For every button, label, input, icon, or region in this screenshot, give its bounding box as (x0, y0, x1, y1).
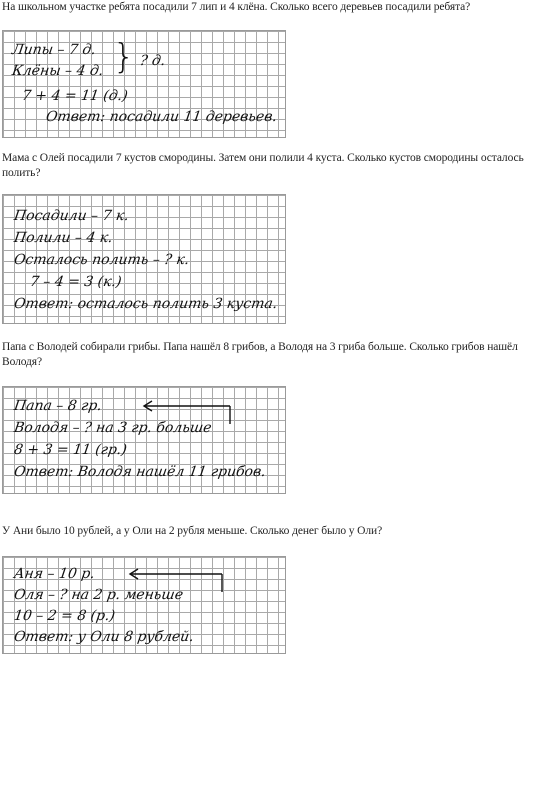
task-3-line-3: 8 + 3 = 11 (гр.) (12, 442, 128, 458)
task-4-line-3: 10 – 2 = 8 (р.) (12, 608, 117, 624)
task-3-line-1: Папа – 8 гр. (12, 398, 103, 414)
task-4-question: У Ани было 10 рублей, а у Оли на 2 рубля меньше. Сколько денег было у Оли? (2, 525, 383, 537)
task-1-brace: } (113, 37, 135, 77)
task-2-line-1: Посадили – 7 к. (12, 208, 130, 224)
task-1-question: На школьном участке ребята посадили 7 лип и 4 клёна. Сколько всего деревьев посадили ребята? (2, 1, 471, 13)
task-2-answer: Ответ: осталось полить 3 куста. (12, 296, 279, 312)
task-4-line-2: Оля – ? на 2 р. меньше (12, 587, 185, 603)
task-3-answer: Ответ: Володя нашёл 11 грибов. (12, 464, 267, 480)
task-3-question: Папа с Володей собирали грибы. Папа нашёл 8 грибов, а Володя на 3 гриба больше. Сколько грибов нашёл Володя? (2, 341, 518, 368)
task-2-line-4: 7 – 4 = 3 (к.) (28, 274, 123, 290)
task-2-line-3: Осталось полить – ? к. (12, 252, 191, 268)
task-1-line-3: 7 + 4 = 11 (д.) (20, 88, 129, 104)
task-2-question: Мама с Олей посадили 7 кустов смородины. Затем они полили 4 куста. Сколько кустов смородины осталось полить? (2, 152, 524, 179)
task-2-line-2: Полили – 4 к. (12, 230, 114, 246)
task-1-line-1: Липы – 7 д. (10, 42, 97, 58)
task-4-comparison-arrow (110, 566, 240, 596)
task-1-answer: Ответ: посадили 11 деревьев. (44, 109, 278, 125)
task-3-comparison-arrow (120, 398, 240, 428)
task-4-line-1: Аня – 10 р. (12, 566, 96, 582)
task-1-question-mark: ? д. (138, 53, 167, 69)
task-3-line-2: Володя – ? на 3 гр. больше (12, 420, 213, 436)
task-4-answer: Ответ: у Оли 8 рублей. (12, 629, 195, 645)
task-1-line-2: Клёны – 4 д. (10, 63, 105, 79)
